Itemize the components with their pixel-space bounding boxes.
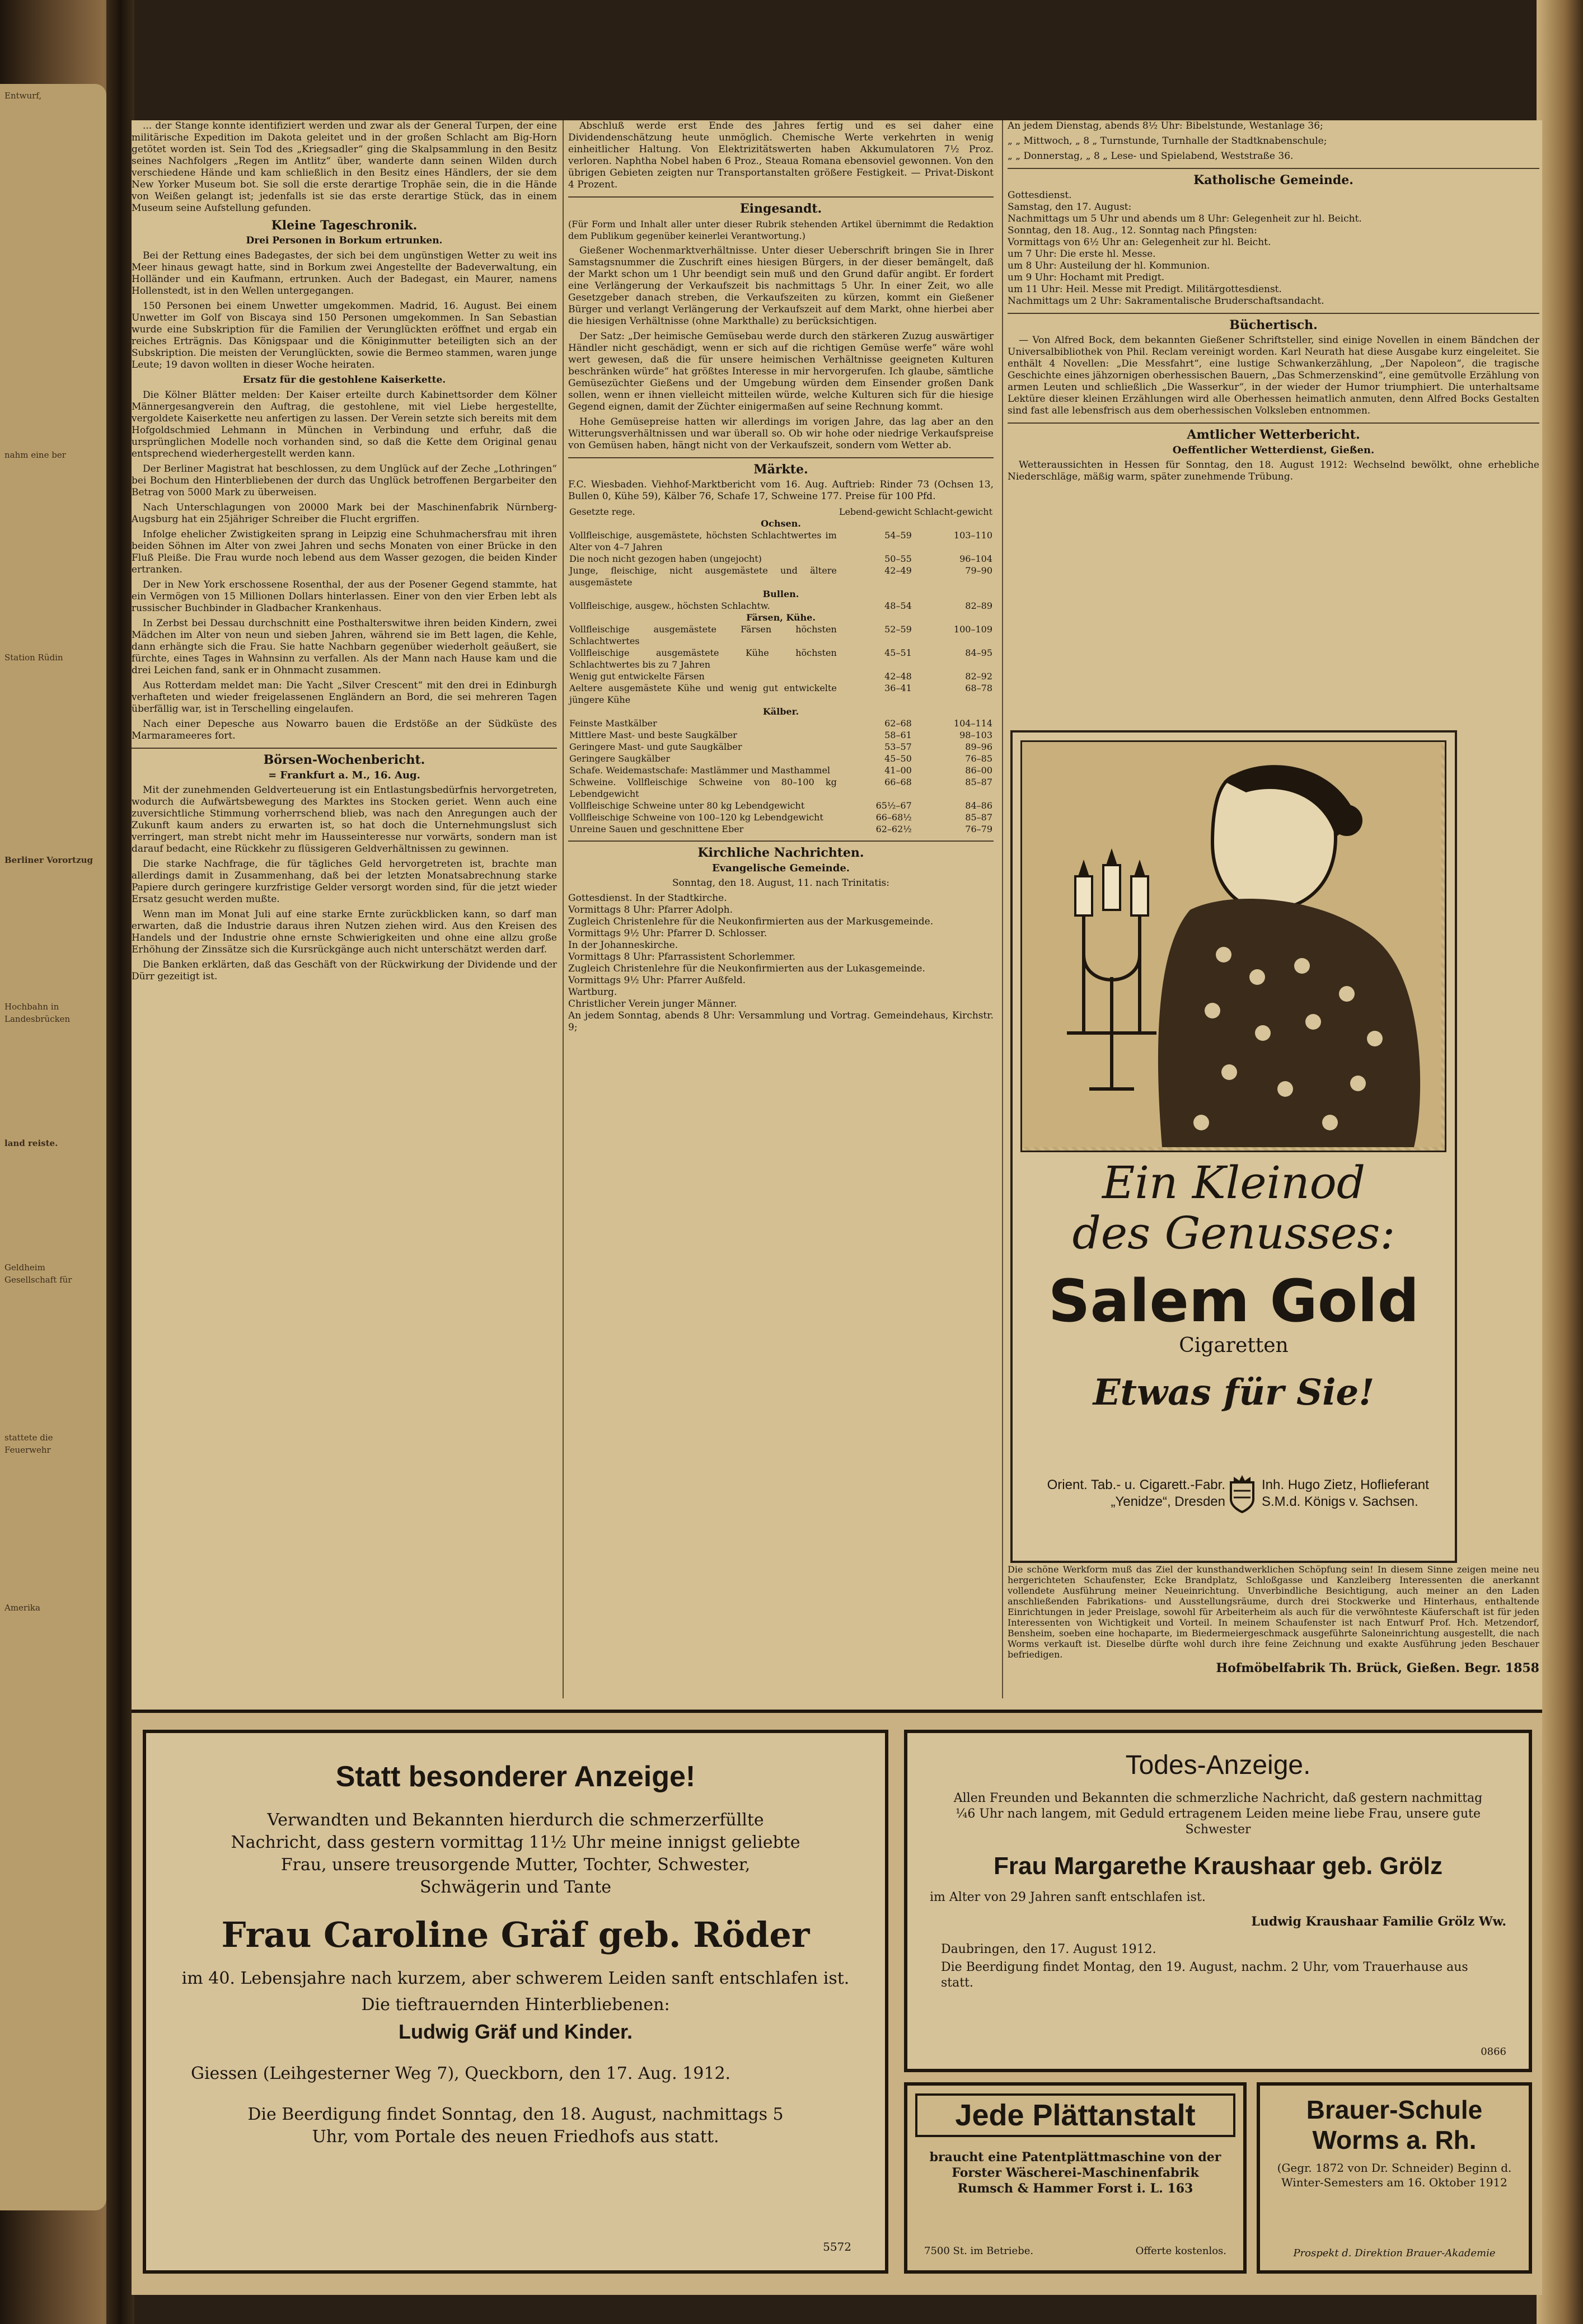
table-cell: 62–68 — [884, 718, 912, 729]
fragment: Amerika — [4, 1603, 40, 1613]
weather-forecast: Wetteraussichten in Hessen für Sonntag, den 18. August 1912: Wechselnd bewölkt, ohne erhebliche Niederschläge, mäßig warm, später zunehmende Trübung. — [1008, 459, 1539, 482]
news-item: Aus Rotterdam meldet man: Die Yacht „Silver Crescent“ mit den drei in Edinburgh verhafteten und wieder freigelassenen Engländern an Bord, die sei mehreren Tagen überfällig war, ist in Terschelling eingelaufen. — [132, 680, 557, 715]
table-cell: 48–54 — [884, 600, 912, 611]
market-table — [568, 506, 994, 835]
table-row — [568, 623, 994, 647]
ad-maker: Inh. Hugo Zietz, Hoflieferant S.M.d. Königs v. Sachsen. — [1262, 1477, 1429, 1509]
schedule-line: um 8 Uhr: Austeilung der hl. Kommunion. — [1008, 260, 1210, 271]
table-row — [568, 682, 994, 706]
table-cell: Geringere Saugkälber — [569, 753, 670, 764]
table-cell: Vollfleischige Schweine unter 80 kg Lebendgewicht — [569, 800, 805, 811]
left-page-text — [0, 84, 106, 1619]
table-cell: Feinste Mastkälber — [569, 718, 657, 729]
divider — [1008, 168, 1539, 169]
table-cell: 54–59 — [884, 530, 912, 541]
column-header: Schlacht-gewicht — [914, 506, 992, 517]
ad-note: Offerte kostenlos. — [1135, 2245, 1226, 2257]
news-item: Nach Unterschlagungen von 20000 Mark bei der Maschinenfabrik Nürnberg-Augsburg hat ein 25jähriger Schreiber die Flucht ergriffen. — [132, 502, 557, 525]
dateline: Sonntag, den 18. August, 11. nach Trinitatis: — [672, 877, 889, 889]
column-header: Gesetzte rege. — [569, 506, 635, 517]
section-heading: Kleine Tageschronik. — [271, 218, 418, 233]
ad-headline: Jede Plättanstalt — [915, 2093, 1235, 2137]
table-cell: Aeltere ausgemästete Kühe und wenig gut entwickelte jüngere Kühe — [569, 683, 837, 705]
table-row — [568, 612, 994, 623]
dateline: = Frankfurt a. M., 16. Aug. — [268, 769, 420, 781]
article-text: — Von Alfred Bock, dem bekannten Gießener Schriftsteller, sind einige Novellen in einem Bändchen der Universalbibliothek von Phil. Reclam vereinigt worden. Karl Neurath hat diese Ausgabe kurz eingeleitet. Sie enthält 4 Novellen: „Die Messfahrt“, eine lustige Schwankerzählung, „Der Napoleon“, die tragische Geschichte eines jähzornigen oberhessischen Bauern, „Das Schmerzenskind“, eine gemütvolle Erzählung von armen Leuten und schließlich „Die Wasserkur“, in der wieder der Humor triumphiert. Die unterhaltsame Lektüre dieser kleinen Erzählungen wird alle Oberhessen heimatlich anmuten, denn Alfred Bocks Gestalten sind fast alle lebensfrisch aus dem oberhessischen Volksleben entnommen. — [1008, 335, 1539, 416]
schedule-line: Zugleich Christenlehre für die Neukonfirmierten aus der Lukasgemeinde. — [568, 963, 925, 974]
schedule-line: Samstag, den 17. August: — [1008, 201, 1132, 213]
book-gutter — [106, 0, 134, 2324]
divider — [1008, 422, 1539, 424]
obituary-kraushaar — [904, 1730, 1532, 2072]
divider — [1008, 313, 1539, 314]
brauerschule-ad — [1257, 2082, 1532, 2274]
column-rule — [563, 120, 564, 1698]
table-header-row — [568, 506, 994, 518]
fragment: Berliner Vorortzug — [4, 855, 93, 865]
table-row — [568, 670, 994, 682]
table-cell: Bullen. — [762, 589, 799, 599]
table-cell: 86–00 — [965, 765, 992, 776]
table-row — [568, 600, 994, 612]
table-row — [568, 565, 994, 588]
table-cell: 58–61 — [884, 730, 912, 740]
table-cell: 52–59 — [884, 624, 912, 635]
section-heading: Büchertisch. — [1229, 318, 1318, 332]
schedule-line: Gottesdienst. — [1008, 190, 1072, 201]
article-text: Hohe Gemüsepreise hatten wir allerdings im vorigen Jahre, das lag aber an den Witterungsverhältnissen und war überall so. Ob wir hohe oder niedrige Verkaufspreise von Gemüsen haben, hängt nicht von der Verkaufszeit, sondern vom Wetter ab. — [568, 416, 994, 451]
obituary-graef — [143, 1730, 888, 2274]
schedule-line: Gottesdienst. In der Stadtkirche. — [568, 893, 727, 904]
table-cell: 76–85 — [965, 753, 992, 764]
table-row — [568, 741, 994, 753]
ad-maker: Orient. Tab.- u. Cigarett.-Fabr. „Yenidze“, Dresden — [1047, 1477, 1225, 1509]
table-cell: 66–68 — [884, 777, 912, 787]
table-cell: 45–50 — [884, 753, 912, 764]
table-cell: 65½–67 — [875, 800, 912, 811]
mourners-names: Ludwig Gräf und Kinder. — [399, 2020, 633, 2043]
column-1 — [132, 120, 557, 1698]
church-schedule — [1008, 190, 1539, 307]
divider — [568, 841, 994, 842]
table-cell: 62–62½ — [875, 824, 912, 834]
ad-brand: Salem Gold — [1048, 1267, 1420, 1335]
article-text: Abschluß werde erst Ende des Jahres fertig und es sei daher eine Dividendenschätzung heute unmöglich. Chemische Werte verkehrten in wenig einheitlicher Haltung. Von Elektrizitätswerten haben Akkumulatoren 7½ Proz. verloren. Naphtha Nobel haben 6 Proz., Steaua Romana ebensoviel gewonnen. Von den übrigen Gebieten zeigten nur Transportanstalten größere Festigkeit. — Privat-Diskont 4 Prozent. — [568, 120, 994, 190]
table-row — [568, 588, 994, 600]
table-cell: 82–89 — [965, 600, 992, 611]
table-cell: 42–49 — [884, 565, 912, 576]
schedule-line: Nachmittags um 5 Uhr und abends um 8 Uhr: Gelegenheit zur hl. Beicht. — [1008, 213, 1362, 224]
ad-tagline: des Genusses: — [1072, 1207, 1395, 1259]
article-text: Die starke Nachfrage, die für tägliches Geld hervorgetreten ist, brachte man allerdings damit in Zusammenhang, daß bei der letzten Monatsabrechnung starke Papiere durch geringere kurzfristige Gelder versorgt worden sind, für die jetzt wieder Ersatz gesucht werden mußte. — [132, 858, 557, 905]
column-3-top — [1008, 120, 1539, 725]
table-cell: Junge, fleischige, nicht ausgemästete und ältere ausgemästete — [569, 565, 837, 588]
table-row — [568, 706, 994, 717]
obituary-headline: Statt besonderer Anzeige! — [335, 1760, 696, 1793]
woman-with-candelabra-illustration — [1022, 742, 1441, 1147]
table-row — [568, 729, 994, 741]
brueck-ad — [1008, 1564, 1539, 1710]
obituary-text: im 40. Lebensjahre nach kurzem, aber schwerem Leiden sanft entschlafen ist. — [181, 1969, 850, 1988]
table-cell: 36–41 — [884, 683, 912, 693]
table-cell: Färsen, Kühe. — [746, 612, 816, 623]
news-item: Bei der Rettung eines Badegastes, der sich bei dem ungünstigen Wetter zu weit ins Meer hinaus gewagt hatte, sind in Borkum zwei Angestellte der Badeverwaltung, ein Holländer und ein Kaufmann, ertrunken. Auch der Badegast, ein Maurer, namens Hollenstedt, ist in den Wellen untergegangen. — [132, 250, 557, 297]
funeral-notice: Die Beerdigung findet Sonntag, den 18. August, nachmittags 5 Uhr, vom Portale des neuen Friedhofs aus statt. — [247, 2105, 784, 2147]
table-row — [568, 518, 994, 529]
column-2 — [568, 120, 994, 1698]
place-date: Daubringen, den 17. August 1912. — [941, 1942, 1156, 1956]
divider — [132, 748, 557, 749]
table-cell: Schweine. Vollfleischige Schweine von 80–100 kg Lebendgewicht — [569, 777, 837, 799]
table-cell: Die noch nicht gezogen haben (ungejocht) — [569, 553, 762, 564]
news-item: Der in New York erschossene Rosenthal, der aus der Posener Gegend stammte, hat ein Vermögen von 15 Millionen Dollars hinterlassen. Einer von den vier Erben lebt als russischer Buchbinder in Gladbacher Krankenhaus. — [132, 579, 557, 614]
article-text: Wenn man im Monat Juli auf eine starke Ernte zurückblicken kann, so darf man erwarten, daß die Industrie daraus ihren Nutzen ziehen wird. Aus den Kreisen des Handels und der Industrie ohne ernste Schwierigkeiten und ohne eine allzu große Erhöhung der Zinssätze sich die Kursrückgänge auch nicht unterschätzt werden darf. — [132, 909, 557, 955]
table-cell: 41–00 — [884, 765, 912, 776]
obituary-headline: Todes-Anzeige. — [1125, 1750, 1311, 1780]
schedule-line: Zugleich Christenlehre für die Neukonfirmierten aus der Markusgemeinde. — [568, 916, 934, 927]
article-text: Gießener Wochenmarktverhältnisse. Unter dieser Ueberschrift bringen Sie in Ihrer Samstagsnummer die Zuschrift eines hiesigen Bürgers, in der dieser bemängelt, daß der Markt schon um 1 Uhr beendigt sein muß und den Grund dafür angibt. Er fordert eine Verlängerung der Verkaufszeit bis nachmittags 5 Uhr. In einer Zeit, wo alle Gesetzgeber danach streben, die Verkaufszeiten zu kürzen, kommt ein Gießener Bürger und verlangt Verlängerung der Verkaufszeit auf dem Markt, ohne hierbei aber die hiesigen Verhältnisse (ohne Markthalle) zu berücksichtigen. — [568, 245, 994, 327]
table-cell: Vollfleischige, ausgew., höchsten Schlachtw. — [569, 600, 770, 611]
table-cell: 103–110 — [953, 530, 992, 541]
news-item: 150 Personen bei einem Unwetter umgekommen. Madrid, 16. August. Bei einem Unwetter im Golf von Biscaya sind 150 Personen umgekommen. In San Sebastian wurde eine Subskription für die Familien der Verunglückten eröffnet und ergab ein reiches Erträgnis. Das Königspaar und die Königinmutter beteiligten sich an der Subskription. Die meisten der Verunglückten, sowie die Bermeo stammen, waren junge Leute; 19 davon wollten in dieser Woche heiraten. — [132, 301, 557, 370]
news-item: Der Berliner Magistrat hat beschlossen, zu dem Unglück auf der Zeche „Lothringen“ bei Bochum den Hinterbliebenen der durch das Unglück betroffenen Bergarbeiter den Betrag von 5000 Mark zu überweisen. — [132, 463, 557, 498]
editorial-note: (Für Form und Inhalt aller unter dieser Rubrik stehenden Artikel übernimmt die Redaktion dem Publikum gegenüber keinerlei Verantwortung.) — [568, 219, 994, 241]
schedule-line: Wartburg. — [568, 987, 617, 998]
funeral-notice: Die Beerdigung findet Montag, den 19. August, nachm. 2 Uhr, vom Trauerhause aus statt. — [941, 1960, 1468, 1990]
news-item: Infolge ehelicher Zwistigkeiten sprang in Leipzig eine Schuhmachersfrau mit ihren beiden Söhnen im Alter von zwei Jahren und sechs Monaten von einer Brücke in den Fluß Pleiße. Die Frau wurde noch lebend aus dem Wasser gezogen, die beiden Kinder ertranken. — [132, 529, 557, 575]
table-cell: Ochsen. — [761, 518, 801, 529]
table-row — [568, 753, 994, 764]
ad-city: Worms a. Rh. — [1312, 2125, 1477, 2154]
subheading: Oeffentlicher Wetterdienst, Gießen. — [1172, 444, 1375, 456]
schedule-line: Vormittags von 6½ Uhr an: Gelegenheit zur hl. Beicht. — [1008, 237, 1271, 248]
ad-note: Prospekt d. Direktion Brauer-Akademie — [1293, 2247, 1496, 2259]
ad-text: Die schöne Werkform muß das Ziel der kunsthandwerklichen Schöpfung sein! In diesem Sinne zeigen meine neu hergerichteten Schaufenster, Ecke Brandplatz, Schloßgasse und Kanzleiberg Interessenten die anerkannt vollendete Ausführung meiner Neueinrichtung. Unverbindliche Besichtigung, auch meiner an den Laden anschließenden Fabrikations- und Ausstellungsräume, durch drei Stockwerke und Hinterhaus, enthaltende Einrichtungen in jeder Preislage, sowohl für Arbeiterheim als auch für die verwöhnteste Käuferschaft ist für jeden Interessenten von Wichtigkeit und Vorteil. In meinem Schaufenster ist nach Entwurf Prof. Hch. Metzendorf, Bensheim, soeben eine hochaparte, im Biedermeiergeschmack ausgeführte Saloneinrichtung ausgestellt, die nach Worms verkauft ist. Dieselbe dürfte wohl durch ihre feine Zeichnung und exakte Ausführung jeden Beschauer befriedigen. — [1008, 1564, 1539, 1660]
obituary-text: Allen Freunden und Bekannten die schmerzliche Nachricht, daß gestern nachmittag ¼6 Uhr nach langem, mit Geduld ertragenem Leiden meine liebe Frau, unsere gute Schwester — [953, 1791, 1483, 1837]
church-schedule — [568, 893, 994, 1034]
mourners-names: Ludwig Kraushaar Familie Grölz Ww. — [1251, 1914, 1506, 1929]
left-page-fragment — [0, 84, 106, 2210]
table-cell: 66–68½ — [875, 812, 912, 823]
fragment: nahm eine ber — [4, 450, 66, 460]
fragment: Landesbrücken — [4, 1014, 71, 1024]
fragment: Entwurf, — [4, 91, 42, 101]
section-heading: Kirchliche Nachrichten. — [697, 846, 864, 860]
table-cell: Vollfleischige Schweine von 100–120 kg Lebendgewicht — [569, 812, 823, 823]
article-text: Der Satz: „Der heimische Gemüsebau werde durch den stärkeren Zuzug auswärtiger Händler nicht geschädigt, wenn er sich auf die richtigen Gemüse werfe“ wäre wohl wert gewesen, daß die für unsere heimischen Verhältnisse geeigneten Kulturen beschränken würde“ hat größtes Interesse in mir hervorgerufen. Ich glaube, sämtliche Gemüsezüchter Gießens und der Umgebung würden dem Einsender großen Dank sollen, wenn er ihnen vielleicht mitteilen würde, welche Kulturen sich für die hiesige Gegend eignen, damit der Züchter einigermaßen auf seine Rechnung kommt. — [568, 331, 994, 412]
salem-gold-ad — [1010, 730, 1457, 1563]
subheading: Evangelische Gemeinde. — [711, 862, 850, 874]
ad-signature: Hofmöbelfabrik Th. Brück, Gießen. Begr. 1858 — [1216, 1661, 1539, 1675]
table-cell: 96–104 — [959, 553, 992, 564]
table-row — [568, 529, 994, 553]
news-item: In Zerbst bei Dessau durchschnitt eine Posthalterswitwe ihren beiden Kindern, zwei Mädchen im Alter von neun und sieben Jahren, während sie im Bett lagen, die Kehle, dann erhängte sich die Frau. Sie hatte Nachbarn gegenüber wiederholt geäußert, sie fürchte, eines Tages in Wahnsinn zu verfallen. Als der Mann nach Hause kam und die drei Leichen fand, sank er in Ohnmacht zusammen. — [132, 618, 557, 676]
table-cell: Vollfleischige ausgemästete Färsen höchsten Schlachtwertes — [569, 624, 837, 646]
table-cell: Geringere Mast- und gute Saugkälber — [569, 741, 742, 752]
divider — [568, 457, 994, 458]
ad-product: Cigaretten — [1179, 1334, 1289, 1357]
table-cell: 100–109 — [953, 624, 992, 635]
table-row — [568, 647, 994, 670]
schedule-line: Vormittags 9½ Uhr: Pfarrer D. Schlosser. — [568, 928, 767, 939]
fragment: Geldheim — [4, 1262, 45, 1273]
deceased-name: Frau Caroline Gräf geb. Röder — [221, 1914, 810, 1955]
schedule-line: um 9 Uhr: Hochamt mit Predigt. — [1008, 272, 1165, 283]
column-rule — [1002, 120, 1003, 1698]
schedule-line: Vormittags 8 Uhr: Pfarrassistent Schorlemmer. — [568, 951, 796, 963]
ad-code: 0866 — [1481, 2046, 1506, 2058]
ad-note: 7500 St. im Betriebe. — [924, 2245, 1034, 2257]
fragment: Hochbahn in — [4, 1002, 59, 1012]
table-row — [568, 811, 994, 823]
advertisement-section — [132, 1710, 1542, 2295]
fragment: stattete die — [4, 1433, 53, 1443]
table-cell: 85–87 — [965, 777, 992, 787]
ad-code: 5572 — [823, 2240, 851, 2253]
table-row — [568, 764, 994, 776]
table-cell: Wenig gut entwickelte Färsen — [569, 671, 705, 682]
table-cell: 89–96 — [965, 741, 992, 752]
column-header: Lebend-gewicht — [839, 506, 912, 517]
section-heading: Amtlicher Wetterbericht. — [1187, 428, 1360, 442]
table-cell: 85–87 — [965, 812, 992, 823]
schedule-line: „ „ Mittwoch, „ 8 „ Turnstunde, Turnhalle der Stadtknabenschule; — [1008, 135, 1327, 147]
ad-illustration — [1020, 740, 1446, 1152]
page-edge-right — [1537, 0, 1583, 2324]
section-heading: Eingesandt. — [739, 201, 822, 216]
table-cell: Unreine Sauen und geschnittene Eber — [569, 824, 744, 834]
schedule-line: An jedem Dienstag, abends 8½ Uhr: Bibelstunde, Westanlage 36; — [1008, 120, 1323, 132]
newspaper-page — [132, 120, 1542, 2292]
section-heading: Katholische Gemeinde. — [1193, 173, 1353, 187]
obituary-text: Verwandten und Bekannten hierdurch die schmerzerfüllte Nachricht, dass gestern vormittag 11½ Uhr meine innigst geliebte Frau, unsere treusorgende Mutter, Tochter, Schwester, Schwägerin und Tante — [231, 1810, 800, 1897]
article-text: Die Banken erklärten, daß das Geschäft von der Rückwirkung der Dividende und der Dürr gezeitigt ist. — [132, 959, 557, 982]
news-headline: Ersatz für die gestohlene Kaiserkette. — [242, 374, 446, 386]
schedule-line: um 7 Uhr: Die erste hl. Messe. — [1008, 248, 1156, 260]
table-cell: Vollfleischige ausgemästete Kühe höchsten Schlachtwertes bis zu 7 Jahren — [569, 647, 837, 670]
table-cell: 84–95 — [965, 647, 992, 658]
royal-crest-icon — [1228, 1474, 1256, 1513]
fragment: Feuerwehr — [4, 1445, 51, 1455]
news-item: Nach einer Depesche aus Nowarro bauen die Erdstöße an der Südküste des Marmarameeres fort. — [132, 719, 557, 741]
table-cell: 79–90 — [965, 565, 992, 576]
section-heading: Börsen-Wochenbericht. — [263, 753, 425, 767]
schedule-line: In der Johanneskirche. — [568, 940, 678, 951]
article-text: ... der Stange konnte identifiziert werden und zwar als der General Turpen, der eine militärische Expedition im Dakota geleitet und in der großen Schlacht am Big-Horn getötet worden ist. Sein Tod des „Kriegsadler“ ging die Skalpsammlung in den Besitz seines Nachfolgers „Regen im Antlitz“ über, wanderte dann seinen Wilden durch verschiedene Hände und kam schließlich in den Besitz eines Händlers, der sie dem New Yorker Museum bot. Sie soll die erste derartige Trophäe sein, die in die Hände von Weißen gelangt ist; jedenfalls ist sie das erste derartige Stück, das in einem Museum seine Aufstellung gefunden. — [132, 120, 557, 214]
table-cell: Schafe. Weidemastschafe: Mastlämmer und Masthammel — [569, 765, 831, 776]
ad-headline: Brauer-Schule — [1306, 2095, 1483, 2124]
table-cell: 84–86 — [965, 800, 992, 811]
schedule-line: „ „ Donnerstag, „ 8 „ Lese- und Spielabend, Weststraße 36. — [1008, 151, 1294, 162]
fragment: land reiste. — [4, 1138, 58, 1148]
table-row — [568, 800, 994, 811]
ad-slogan: Etwas für Sie! — [1093, 1372, 1375, 1414]
table-cell: Vollfleischige, ausgemästete, höchsten Schlachtwertes im Alter von 4–7 Jahren — [569, 530, 837, 552]
ad-text: (Gegr. 1872 von Dr. Schneider) Beginn d. Winter-Semesters am 16. Oktober 1912 — [1277, 2161, 1512, 2189]
schedule-line: Vormittags 8 Uhr: Pfarrer Adolph. — [568, 904, 733, 915]
divider — [568, 196, 994, 198]
table-cell: 45–51 — [884, 647, 912, 658]
fragment: Gesellschaft für — [4, 1275, 72, 1285]
schedule-line: Sonntag, den 18. Aug., 12. Sonntag nach Pfingsten: — [1008, 225, 1257, 236]
schedule-line: um 11 Uhr: Heil. Messe mit Predigt. Militärgottesdienst. — [1008, 284, 1282, 295]
schedule-line: An jedem Sonntag, abends 8 Uhr: Versammlung und Vortrag. Gemeindehaus, Kirchstr. 9; — [568, 1010, 994, 1033]
place-date: Giessen (Leihgesterner Weg 7), Queckborn, den 17. Aug. 1912. — [191, 2064, 731, 2083]
table-cell: Kälber. — [762, 706, 799, 717]
table-row — [568, 823, 994, 835]
obituary-text: im Alter von 29 Jahren sanft entschlafen ist. — [930, 1890, 1206, 1904]
table-cell: Mittlere Mast- und beste Saugkälber — [569, 730, 737, 740]
fragment: Station Rüdin — [4, 652, 63, 663]
table-row — [568, 717, 994, 729]
schedule-line: Christlicher Verein junger Männer. — [568, 998, 737, 1010]
table-cell: 53–57 — [884, 741, 912, 752]
ad-tagline: Ein Kleinod — [1102, 1157, 1366, 1209]
plaettanstalt-ad — [904, 2082, 1247, 2274]
table-cell: 76–79 — [965, 824, 992, 834]
table-cell: 68–78 — [965, 683, 992, 693]
table-cell: 42–48 — [884, 671, 912, 682]
news-headline: Drei Personen in Borkum ertrunken. — [246, 235, 443, 246]
ad-text: braucht eine Patentplättmaschine von der Forster Wäscherei-Maschinenfabrik Rumsch & Hammer Forst i. L. 163 — [929, 2150, 1221, 2196]
table-cell: 98–103 — [959, 730, 992, 740]
market-header: F.C. Wiesbaden. Viehhof-Marktbericht vom 16. Aug. Auftrieb: Rinder 73 (Ochsen 13, Bullen 0, Kühe 59), Kälber 76, Schafe 17, Schweine 177. Preise für 100 Pfd. — [568, 479, 994, 502]
table-row — [568, 553, 994, 565]
table-row — [568, 776, 994, 800]
news-item: Die Kölner Blätter melden: Der Kaiser erteilte durch Kabinettsorder dem Kölner Männergesangverein den Auftrag, die gestohlene, mit viel Liebe hergestellte, vergoldete Kaiserkette neu anfertigen zu lassen. Der Verein setzte sich bereits mit dem Hofgoldschmied Lehmann in München in Verbindung und erfuhr, daß die ursprünglichen Modelle noch vorhanden sind, so daß die Kette dem Original genau entsprechend wiederhergestellt werden kann. — [132, 389, 557, 459]
deceased-name: Frau Margarethe Kraushaar geb. Grölz — [994, 1852, 1443, 1880]
schedule-line: Vormittags 9½ Uhr: Pfarrer Außfeld. — [568, 975, 746, 986]
table-cell: 104–114 — [953, 718, 992, 729]
section-heading: Märkte. — [753, 462, 808, 477]
mourners-intro: Die tieftrauernden Hinterbliebenen: — [361, 1995, 670, 2015]
article-text: Mit der zunehmenden Geldverteuerung ist ein Entlastungsbedürfnis hervorgetreten, wodurch die Aufwärtsbewegung des Marktes ins Stocken geriet. Wenn auch eine zuversichtliche Stimmung vorherrschend blieb, was nach den Anregungen auch der Zukunft kaum anders zu erwarten ist, so hat doch die Unternehmungslust sich verringert, man strebt nicht mehr im Hausseinteresse nur vorwärts, sondern man ist darauf bedacht, eine Rückkehr zu flüssigeren Geldverhältnissen zu gewinnen. — [132, 785, 557, 855]
table-cell: 82–92 — [965, 671, 992, 682]
table-cell: 50–55 — [884, 553, 912, 564]
schedule-line: Nachmittags um 2 Uhr: Sakramentalische Bruderschaftsandacht. — [1008, 295, 1324, 307]
